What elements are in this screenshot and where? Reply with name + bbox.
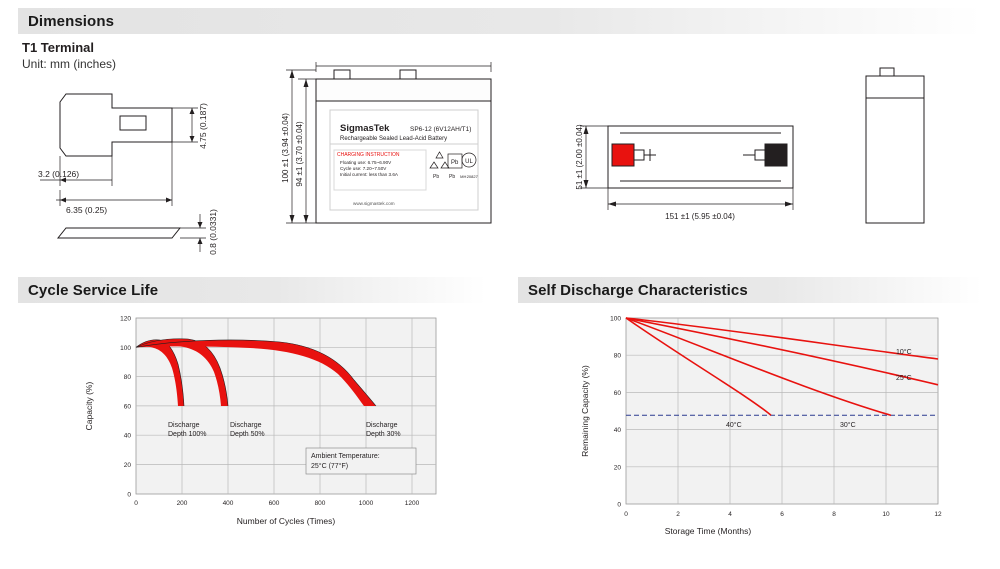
section-header-cycle-service-life [18,277,486,303]
cycle-ytick-100: 100 [120,344,131,352]
cycle-annot-3-line2: 25°C (77°F) [311,463,349,470]
self-xtick-2: 2 [676,511,680,518]
terminal-info [22,40,116,71]
label-website: www.sigmastek.com [353,201,395,206]
cycle-annot-2-line1: Discharge [366,422,398,429]
self-xtick-10: 10 [882,511,890,518]
terminal-title: T1 Terminal [22,40,95,55]
section-title-dimensions: Dimensions [28,12,115,30]
cycle-ytick-40: 40 [123,432,131,440]
self-series-label-40c: 40°C [726,422,742,429]
self-series-label-10c: 10°C [896,349,912,356]
self-series-label-25c: 25°C [896,375,912,382]
cycle-annot-2-line2: Depth 30% [366,431,401,438]
cycle-xlabel: Number of Cycles (Times) [236,516,336,526]
self-xtick-6: 6 [780,511,784,518]
mark-mh: MH 20827 [460,174,478,179]
cycle-xtick-1000: 1000 [358,500,374,507]
chart-self-discharge [518,306,984,554]
cycle-xtick-1200: 1200 [404,500,420,507]
mark-ul: UL [465,159,473,165]
self-ylabel: Remaining Capacity (%) [580,365,590,457]
self-xtick-4: 4 [728,511,732,518]
label-charging-line-1: Cycle use: 7.20~7.50V [340,166,387,171]
cycle-ytick-0: 0 [127,491,131,499]
label-type: Rechargeable Sealed Lead-Acid Battery [340,136,448,142]
cycle-ambient-box [306,448,416,474]
label-model: SP6-12 (6V12AH/T1) [410,126,472,133]
mark-pb-2: Pb [449,174,456,180]
battery-side-view [852,58,962,248]
mark-pb-1: Pb [451,160,459,166]
battery-height-total: 100 ±1 (3.94 ±0.04) [281,113,290,183]
cycle-ytick-60: 60 [123,403,131,411]
section-header-dimensions [18,8,982,34]
self-ytick-100: 100 [610,315,621,323]
battery-width: 51 ±1 (2.00 ±0.04) [575,124,584,190]
cycle-ytick-20: 20 [123,462,131,469]
cycle-xtick-800: 800 [314,500,326,507]
cycle-annot-1-line2: Depth 50% [230,431,265,438]
cycle-xtick-0: 0 [134,500,138,507]
battery-length: 151 ±1 (5.95 ±0.04) [665,212,735,221]
cycle-ytick-120: 120 [120,315,131,323]
self-xtick-8: 8 [832,511,836,518]
chart-cycle-service-life [18,306,486,554]
label-charging-line-0: Floating use: 6.75~6.90V [340,160,392,165]
cycle-annot-0-line2: Depth 100% [168,431,207,438]
terminal-dim-1: 3.2 (0.126) [38,169,80,179]
cycle-annot-1-line1: Discharge [230,422,262,429]
mark-pb-0: Pb [433,174,440,180]
self-ytick-0: 0 [617,501,621,509]
battery-height-body: 94 ±1 (3.70 ±0.04) [295,121,304,187]
unit-label: Unit: mm (inches) [22,57,117,71]
section-title-self-discharge: Self Discharge Characteristics [528,281,748,299]
cycle-ytick-80: 80 [123,374,131,382]
label-brand: SigmasTek [340,123,390,134]
terminal-dim-2: 6.35 (0.25) [66,205,108,215]
self-xtick-0: 0 [624,511,628,518]
self-series-label-30c: 30°C [840,422,856,429]
cycle-xtick-600: 600 [268,500,280,507]
section-header-self-discharge [518,277,982,303]
label-charging-line-2: Initial current: less than 3.6A [340,172,398,177]
section-title-cycle: Cycle Service Life [28,281,159,299]
terminal-dim-3: 0.8 (0.0331) [208,209,218,255]
cycle-xtick-400: 400 [222,500,234,507]
terminal-drawing [20,80,250,260]
cycle-annot-0-line1: Discharge [168,422,200,429]
self-ytick-60: 60 [613,389,621,397]
cycle-xtick-200: 200 [176,500,188,507]
cycle-annot-3-line1: Ambient Temperature: [311,453,380,460]
cycle-ylabel: Capacity (%) [84,381,94,431]
self-ytick-20: 20 [613,464,621,472]
label-charging-title: CHARGING INSTRUCTION [337,152,400,158]
self-ytick-80: 80 [613,352,621,360]
self-ytick-40: 40 [613,427,621,435]
self-xtick-12: 12 [934,511,942,518]
self-xlabel: Storage Time (Months) [664,526,752,536]
terminal-dim-0: 4.75 (0.187) [198,103,208,149]
battery-front-view [278,58,538,258]
battery-top-view [560,58,830,258]
